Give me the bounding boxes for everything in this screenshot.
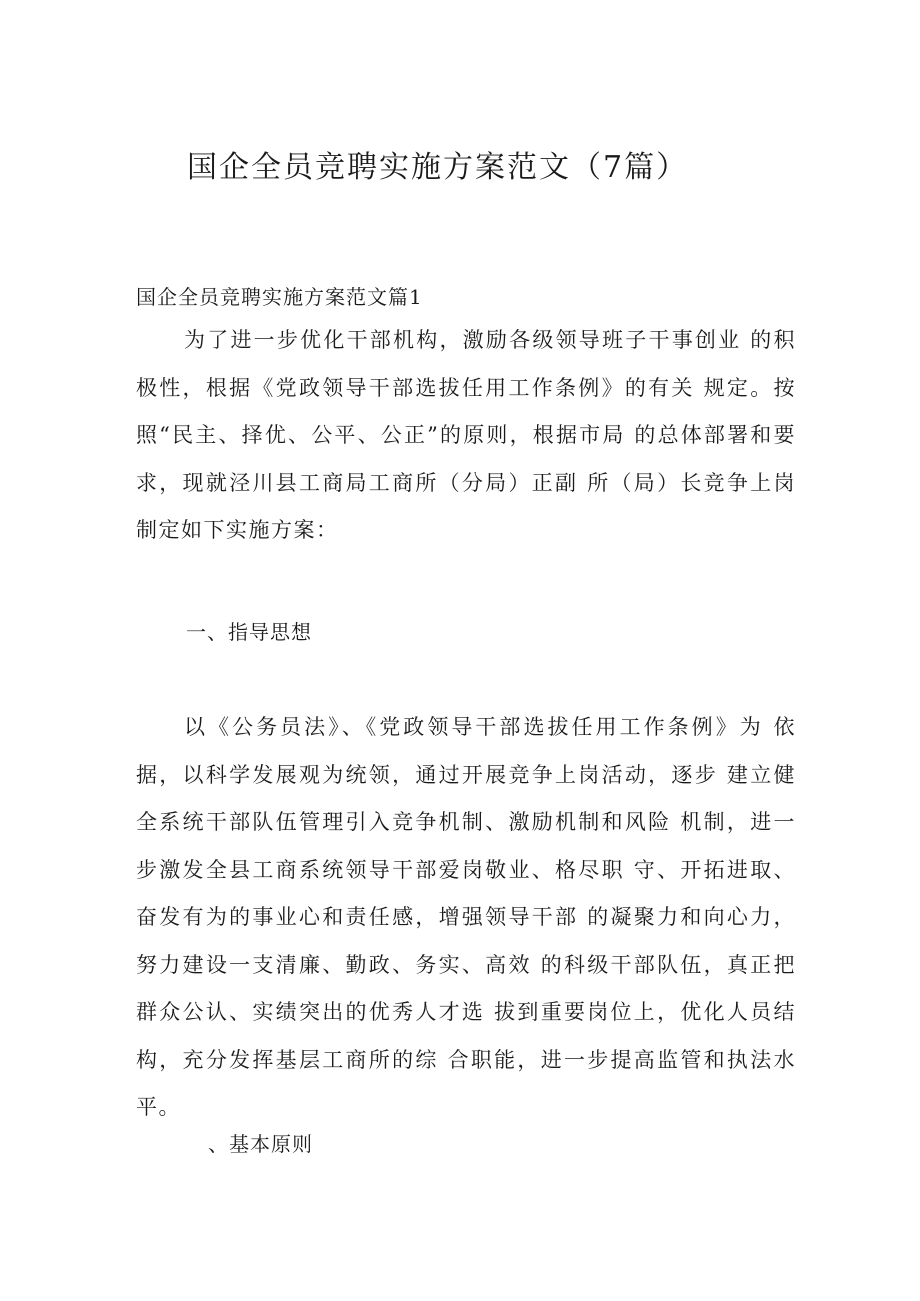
intro-paragraph: 为了进一步优化干部机构，激励各级领导班子干事创业 的积极性，根据《党政领导干部选拔任用工作条例》的有关 规定。按照“民主、择优、公平、公正”的原则，根据市局 的总体部署和要求，现就泾川县工商局工商所（分局）正副 所（局）长竞争上岗制定如下实施方案： bbox=[136, 328, 796, 542]
subheading-guiding-thought: 一、指导思想 bbox=[186, 620, 312, 644]
document-title: 国企全员竞聘实施方案范文（7篇） bbox=[187, 150, 689, 185]
section-heading: 国企全员竞聘实施方案范文篇1 bbox=[136, 285, 423, 309]
guiding-thought-paragraph: 以《公务员法》、《党政领导干部选拔任用工作条例》为 依据，以科学发展观为统领，通过开展竞争上岗活动，逐步 建立健全系统干部队伍管理引入竞争机制、激励机制和风险 机制，进一步激发全县工商系统领导干部爱岗敬业、格尽职 守、开拓进取、奋发有为的事业心和责任感，增强领导干部 的凝聚力和向心力，努力建设一支清廉、勤政、务实、高效 的科级干部队伍，真正把群众公认、实绩突出的优秀人才选 拔到重要岗位上，优化人员结构，充分发挥基层工商所的综 合职能，进一步提高监管和执法水平。 bbox=[136, 715, 796, 1119]
subheading-basic-principles: 、基本原则 bbox=[208, 1132, 313, 1156]
